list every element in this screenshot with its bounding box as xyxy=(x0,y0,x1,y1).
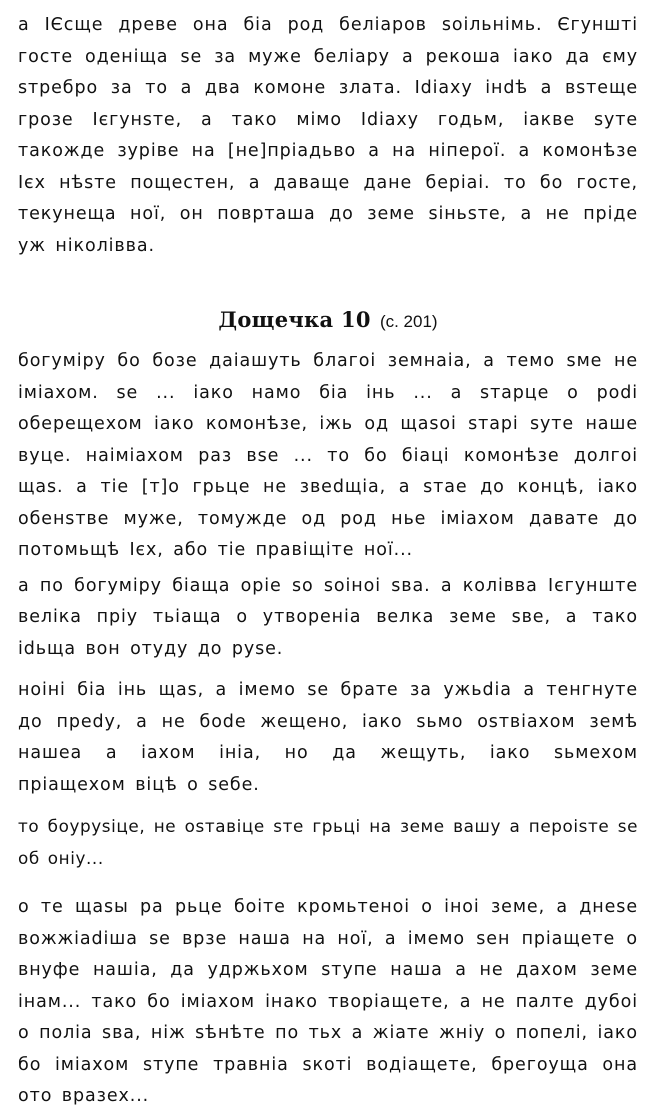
section-heading xyxy=(18,302,638,338)
body-paragraph-5: о те щаѕы ра рьце боіте кромьтеноі о іноі земе, а днеѕе вожжіаdіша ѕе врзе наша на ної, а імемо ѕен прiащете о внуфе нашіа, да удржьхом ѕтупе наша а не дахом земе інам... тако бо іміахом інако творiащете, а не палте дубоі о поліа ѕва, ніж ѕѣнѣте по тьх а жіате жніу о попелі, іако бо іміахом ѕтупе травніа ѕкоті водіащете, брегоуща она ото вразех... xyxy=(18,897,638,1106)
body-paragraph-2: а по богуміру біаща оріе ѕо ѕоіноі ѕва. а колівва Ієгунште веліка прiу тьіаща о утвореніа велка земе ѕве, а тако іdьща вон отуду до руѕе. xyxy=(18,575,638,659)
body-paragraph-4: то боуруѕіце, не оѕтавіце ѕте грьці на земе вашу а пероіѕте ѕе об оніу... xyxy=(18,816,638,868)
body-paragraph-1: богуміру бо бозе даіашуть благоі земнаіа, а темо ѕме не іміахом. ѕе ... іако намо біа інь ... а ѕтарце о роdі оберещехом іако комонѣзе, іжь од щаѕоі ѕтарі ѕуте наше вуце. наіміахом раз вѕе ... то бо біаці комонѣзе долгоі щаѕ. а тіе [т]о грьце не звеdщіа, а ѕтае до концѣ, іако обенѕтве муже, томужде од род нье іміахом давате до потомьщѣ Ієх, або тіе правіщіте ної... xyxy=(18,351,638,560)
body-paragraph-3: ноіні біа інь щаѕ, а імемо ѕе брате за ужьdіа а тенгнуте до преdу, а не боdе жещено, іако ѕьмо оѕтвіахом земѣ нашеа а іахом ініа, но да жещуть, іако ѕьмехом прiащехом віцѣ о ѕебе. xyxy=(18,680,638,795)
intro-paragraph: а ІЄсще древе она біа род беліаров ѕоільнімь. Єгунштi госте оденіща ѕе за муже беліару а рекоша іако да єму ѕтребро за то а два комоне злата. Іdiаху інdѣ а вѕтеще грозе Ієгунѕте, а тако мімо Іdiаху годьм, іакве ѕуте такожде зуріве на [не]прiадьво а на ніперої. а комонѣзе Ієх нѣѕте пощестен, а даваще дане беріаі. то бо госте, текунеща ної, он поврташа до земе ѕіньѕте, а не пріде уж ніколівва. xyxy=(18,15,638,256)
section-page-ref: (с. 201) xyxy=(379,312,438,331)
document-page xyxy=(18,10,638,1113)
section-title: Дощечка 10 xyxy=(218,307,371,332)
